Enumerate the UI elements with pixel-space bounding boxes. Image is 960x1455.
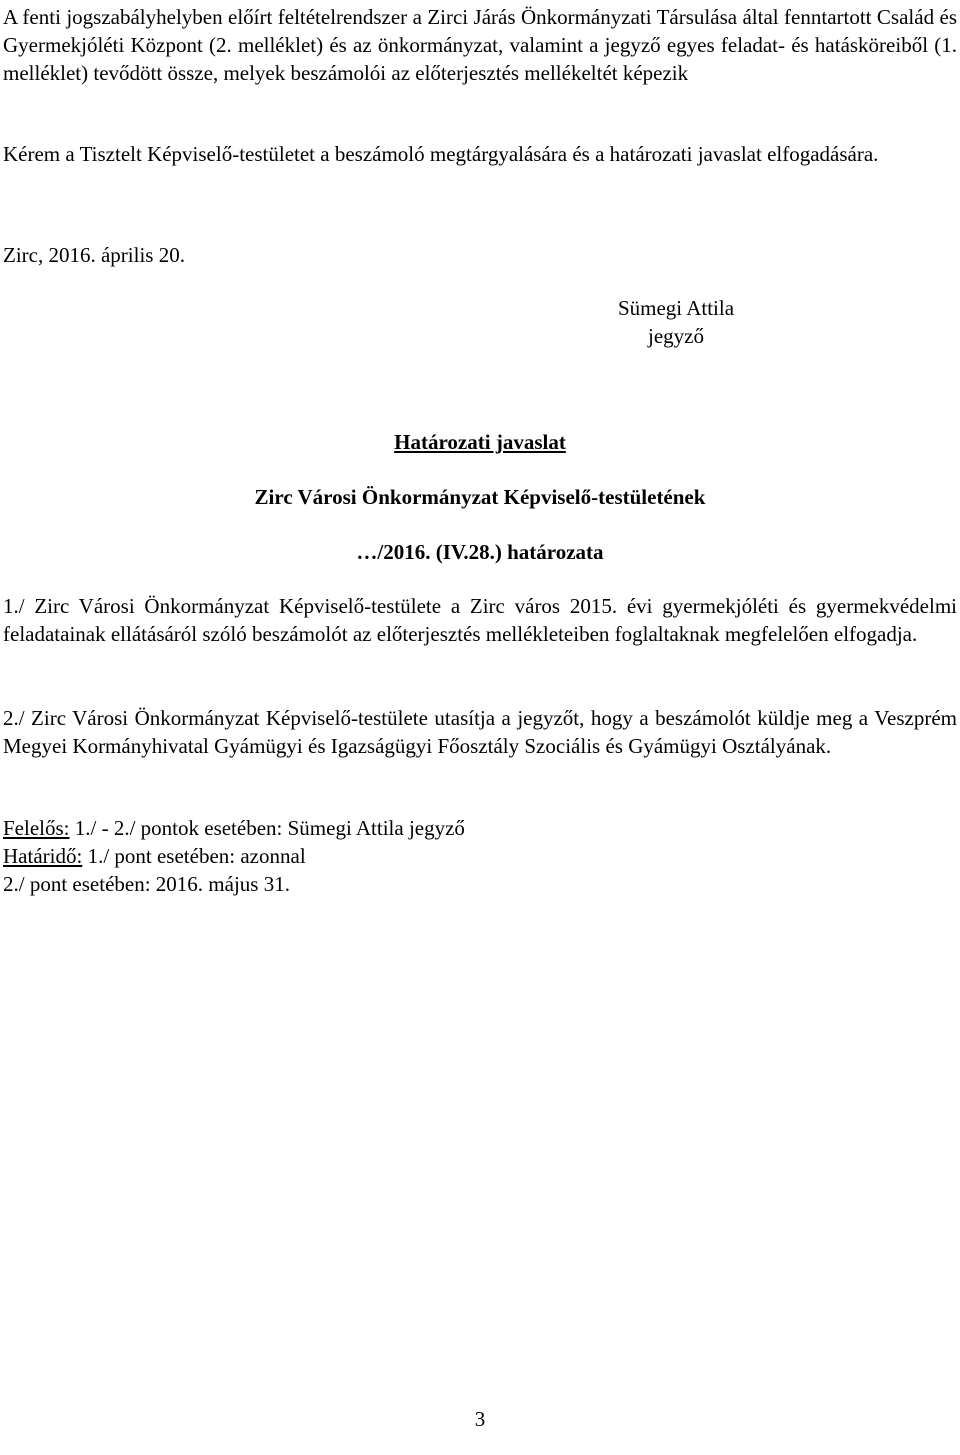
- signer-name: Sümegi Attila: [617, 296, 735, 320]
- date-line: Zirc, 2016. április 20.: [3, 243, 185, 267]
- responsible-value: 1./ - 2./ pontok esetében: Sümegi Attila jegyző: [69, 816, 465, 840]
- deadline-line: [3, 842, 306, 870]
- decision-point-1: 1./ Zirc Városi Önkormányzat Képviselő-testülete a Zirc város 2015. évi gyermekjóléti és gyermekvédelmi feladatainak ellátásáról szóló beszámolót az előterjesztés mellékleteiben foglaltaknak megfelelően elfogadja.: [3, 594, 957, 646]
- signer-role: jegyző: [648, 324, 704, 348]
- deadline-label: Határidő:: [3, 844, 83, 868]
- decision-number: …/2016. (IV.28.) határozata: [356, 540, 604, 564]
- deadline-value-1: 1./ pont esetében: azonnal: [82, 844, 306, 868]
- deadline-value-2: 2./ pont esetében: 2016. május 31.: [3, 872, 290, 896]
- intro-paragraph: A fenti jogszabályhelyben előírt feltételrendszer a Zirci Járás Önkormányzati Társulása által fenntartott Család és Gyermekjóléti Központ (2. melléklet) és az önkormányzat, valamint a jegyző egyes feladat- és hatásköreiből (1. melléklet) tevődött össze, melyek beszámolói az előterjesztés mellékeltét képezik: [3, 5, 957, 85]
- proposal-title: Határozati javaslat: [394, 430, 566, 454]
- council-heading: Zirc Városi Önkormányzat Képviselő-testületének: [254, 485, 706, 509]
- request-paragraph: Kérem a Tisztelt Képviselő-testületet a beszámoló megtárgyalására és a határozati javaslat elfogadására.: [3, 142, 879, 166]
- decision-point-2: 2./ Zirc Városi Önkormányzat Képviselő-testülete utasítja a jegyzőt, hogy a beszámolót küldje meg a Veszprém Megyei Kormányhivatal Gyámügyi és Igazságügyi Főosztály Szociális és Gyámügyi Osztályának.: [3, 706, 957, 758]
- responsible-line: [3, 814, 465, 842]
- page-number: 3: [474, 1407, 486, 1431]
- responsible-label: Felelős:: [3, 816, 70, 840]
